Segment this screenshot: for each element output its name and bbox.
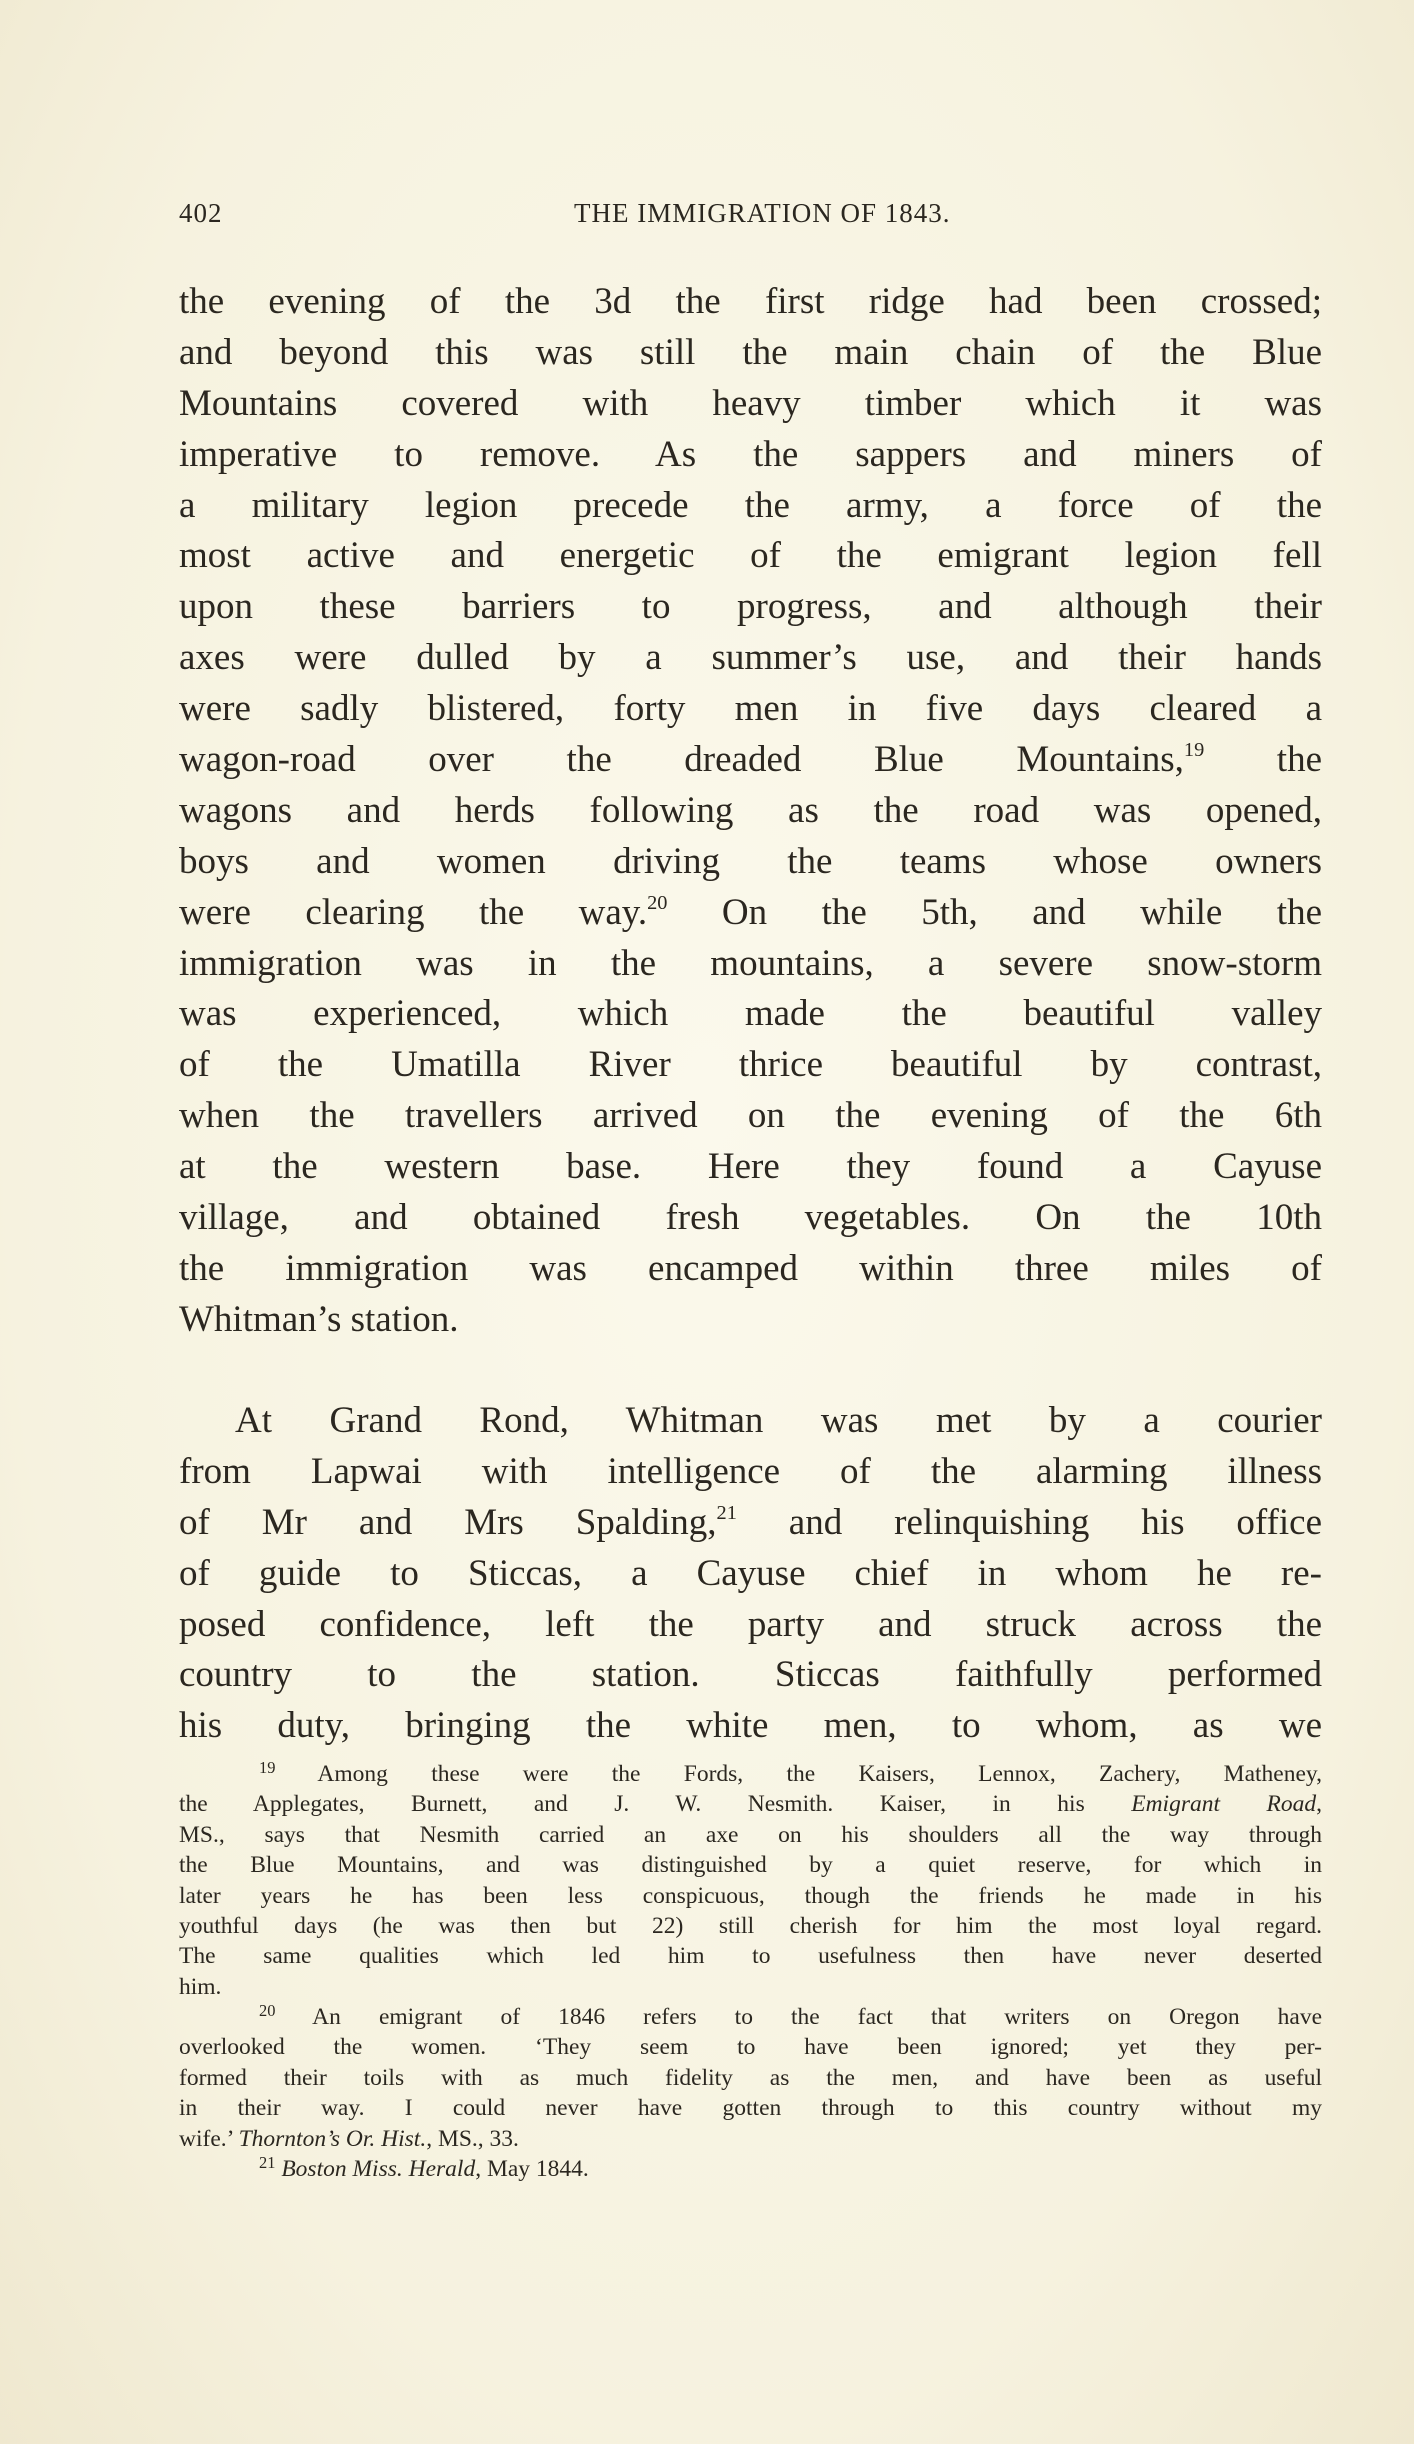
footnote-20	[179, 2002, 1322, 2154]
text-segment: Boston Miss. Herald	[281, 2156, 476, 2182]
text-segment: at the western base. Here they found a Cayuse	[179, 1146, 1322, 1188]
text-line	[179, 1972, 1322, 2002]
text-line	[179, 430, 1322, 481]
text-line	[179, 735, 1322, 786]
body-paragraph-2	[179, 1396, 1322, 1752]
text-line	[179, 684, 1322, 735]
footnote-21	[179, 2154, 1322, 2184]
text-segment: posed confidence, left the party and struck across the	[179, 1603, 1322, 1645]
text-line	[179, 1396, 1322, 1447]
text-line	[179, 1040, 1322, 1091]
text-line	[179, 531, 1322, 582]
text-line	[179, 1789, 1322, 1819]
running-title: THE IMMIGRATION OF 1843.	[574, 198, 951, 228]
text-line	[179, 1498, 1322, 1549]
text-line	[179, 379, 1322, 430]
text-segment: the immigration was encamped within three miles of	[179, 1247, 1322, 1289]
text-segment: At Grand Rond, Whitman was met by a courier	[235, 1400, 1322, 1441]
text-segment: Thornton’s Or. Hist.	[238, 2125, 427, 2152]
text-segment: of the Umatilla River thrice beautiful by contrast,	[179, 1044, 1322, 1086]
text-segment: boys and women driving the teams whose owners	[179, 840, 1322, 882]
text-segment: the evening of the 3d the first ridge had been crossed;	[179, 281, 1322, 322]
text-segment: from Lapwai with intelligence of the alarming illness	[179, 1450, 1322, 1492]
page-number: 402	[179, 198, 223, 228]
text-line	[179, 1295, 1322, 1346]
text-segment: and relinquishing his office	[736, 1501, 1322, 1543]
text-segment: were clearing the way.	[179, 891, 648, 933]
text-line	[179, 1193, 1322, 1244]
text-segment: An emigrant of 1846 refers to the fact that writers on Oregon have	[275, 2004, 1322, 2030]
text-line	[179, 328, 1322, 379]
footnote-ref: 21	[716, 1501, 737, 1524]
text-segment: , MS., 33.	[426, 2125, 519, 2152]
text-segment: imperative to remove. As the sappers and miners of	[179, 433, 1322, 475]
text-line	[179, 837, 1322, 888]
text-segment: and beyond this was still the main chain of the Blue	[179, 331, 1322, 373]
text-segment: axes were dulled by a summer’s use, and their hands	[179, 637, 1322, 679]
text-segment: when the travellers arrived on the evening of the 6th	[179, 1095, 1322, 1137]
footnote-19	[179, 1759, 1322, 2002]
text-segment: most active and energetic of the emigrant legion fell	[179, 535, 1322, 577]
text-segment: Mountains covered with heavy timber which it was	[179, 382, 1322, 424]
text-segment: the Blue Mountains, and was distinguished by a quiet reserve, for which in	[179, 1852, 1322, 1879]
text-segment: country to the station. Sticcas faithfully performed	[179, 1654, 1322, 1696]
text-segment: wagon-road over the dreaded Blue Mountains,	[179, 739, 1184, 781]
text-segment: later years he has been less conspicuous, though the friends he made in his	[179, 1882, 1322, 1909]
text-segment: in their way. I could never have gotten through to this country without my	[179, 2095, 1322, 2122]
text-segment: wagons and herds following as the road was opened,	[179, 789, 1322, 831]
text-segment: , May 1844.	[475, 2156, 589, 2182]
text-line	[179, 277, 1322, 328]
text-segment: the	[1204, 739, 1323, 781]
text-line	[179, 1549, 1322, 1600]
text-segment: of guide to Sticcas, a Cayuse chief in whom he re-	[179, 1552, 1322, 1594]
text-line	[179, 2093, 1322, 2123]
text-line	[179, 1447, 1322, 1498]
running-header	[179, 198, 1322, 238]
text-segment: Emigrant Road	[1131, 1791, 1317, 1818]
footnote-ref: 19	[1183, 738, 1205, 761]
text-segment: were sadly blistered, forty men in five days cleared a	[179, 688, 1322, 730]
footnote-ref: 21	[259, 2152, 276, 2172]
text-segment: formed their toils with as much fidelity as the men, and have been as useful	[179, 2064, 1322, 2091]
text-line	[179, 1820, 1322, 1850]
text-segment: of Mr and Mrs Spalding,	[179, 1501, 717, 1543]
text-segment: village, and obtained fresh vegetables. On the 10th	[179, 1197, 1322, 1239]
text-line	[179, 1091, 1322, 1142]
text-segment: The same qualities which led him to usefulness then have never deserted	[179, 1943, 1322, 1970]
text-line	[179, 1142, 1322, 1193]
text-line	[179, 2032, 1322, 2062]
text-line	[179, 1881, 1322, 1911]
text-segment: his duty, bringing the white men, to whom, as we	[179, 1705, 1322, 1747]
text-segment: upon these barriers to progress, and although their	[179, 586, 1322, 628]
text-segment: Among these were the Fords, the Kaisers, Lennox, Zachery, Matheney,	[275, 1761, 1322, 1787]
text-line	[179, 1850, 1322, 1880]
text-line	[179, 2124, 1322, 2154]
text-segment: was experienced, which made the beautiful valley	[179, 993, 1322, 1035]
text-segment: immigration was in the mountains, a severe snow-storm	[179, 942, 1322, 984]
text-line	[179, 1759, 1322, 1789]
text-line	[179, 582, 1322, 633]
text-segment: the Applegates, Burnett, and J. W. Nesmith. Kaiser, in his	[179, 1791, 1132, 1818]
body-paragraph-1	[179, 277, 1322, 1346]
text-line	[179, 1600, 1322, 1651]
footnote-ref: 19	[259, 1757, 276, 1777]
text-line	[179, 2002, 1322, 2032]
text-line	[179, 888, 1322, 939]
text-line	[179, 786, 1322, 837]
text-segment: overlooked the women. ‘They seem to have been ignored; yet they per-	[179, 2034, 1322, 2061]
text-segment: wife.’	[179, 2125, 239, 2152]
text-line	[179, 1244, 1322, 1295]
text-line	[179, 939, 1322, 990]
text-segment: ,	[1316, 1791, 1322, 1818]
text-segment: a military legion precede the army, a force of the	[179, 484, 1322, 526]
footnote-ref: 20	[259, 2000, 276, 2020]
text-line	[179, 2063, 1322, 2093]
text-line	[179, 989, 1322, 1040]
text-line	[179, 1941, 1322, 1971]
text-line	[179, 1701, 1322, 1752]
text-segment: Whitman’s station.	[179, 1298, 459, 1340]
text-segment: MS., says that Nesmith carried an axe on his shoulders all the way through	[179, 1821, 1322, 1848]
text-line	[179, 1650, 1322, 1701]
text-line	[179, 1911, 1322, 1941]
text-segment: him.	[179, 1973, 222, 2000]
text-segment: youthful days (he was then but 22) still cherish for him the most loyal regard.	[179, 1912, 1322, 1939]
text-segment: On the 5th, and while the	[667, 891, 1322, 933]
text-line	[179, 633, 1322, 684]
footnote-ref: 20	[647, 891, 668, 914]
text-line	[179, 2154, 1322, 2184]
text-line	[179, 481, 1322, 532]
